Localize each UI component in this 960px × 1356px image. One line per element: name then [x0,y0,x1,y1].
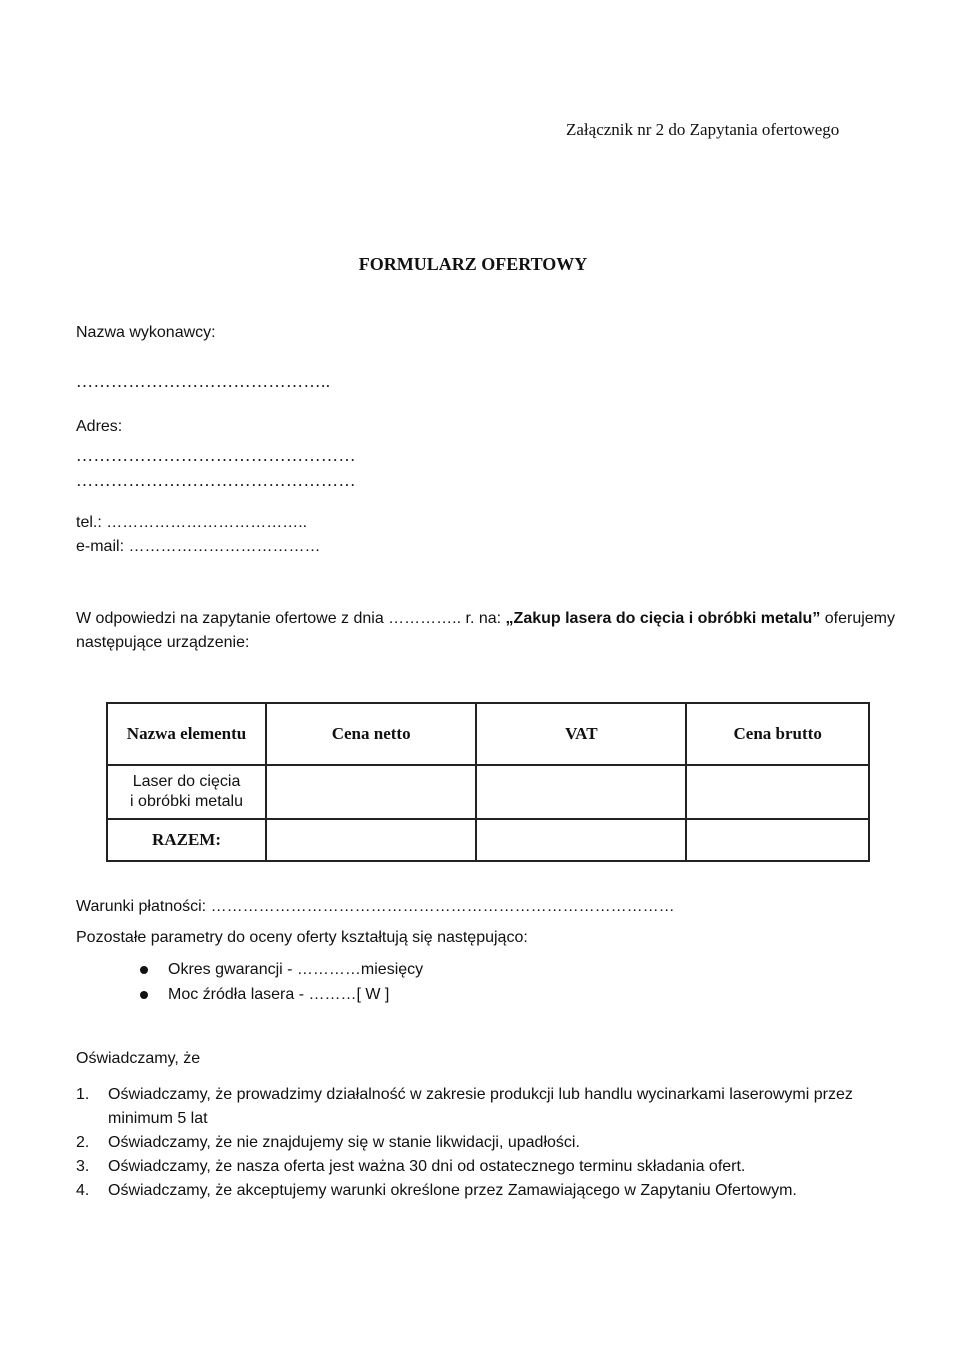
table-header-row [107,703,869,765]
declarations-heading: Oświadczamy, że [76,1050,201,1067]
list-item [140,983,423,1008]
params-intro: Pozostałe parametry do oceny oferty kształtują się następująco: [76,929,528,946]
item-number: 4. [76,1182,90,1199]
intro-text-before: W odpowiedzi na zapytanie ofertowe z dnia ………….. r. na: [76,610,506,627]
declaration-text: Oświadczamy, że akceptujemy warunki określone przez Zamawiającego w Zapytaniu Ofertowym. [108,1182,797,1199]
intro-paragraph [76,607,906,655]
total-label: RAZEM: [107,819,266,861]
total-gross-cell[interactable] [686,819,869,861]
item-number: 2. [76,1134,90,1151]
params-list [140,958,423,1008]
intro-text-after: oferujemy następujące urządzenie: [76,610,896,651]
offer-table [106,702,870,862]
header-element-name: Nazwa elementu [107,703,266,765]
net-price-cell[interactable] [266,765,476,819]
annex-note: Załącznik nr 2 do Zapytania ofertowego [566,120,840,139]
vat-cell[interactable] [476,765,686,819]
email-field[interactable]: e-mail: ……………………………… [76,538,321,555]
total-vat-cell[interactable] [476,819,686,861]
address-field-line-2[interactable]: ………………………………………… [76,471,356,490]
row-item-label-line-1: Laser do cięcia [132,773,241,790]
payment-terms-field[interactable]: Warunki płatności: …………………………………………………………………………… [76,898,675,915]
address-label: Adres: [76,418,123,435]
item-number: 1. [76,1086,90,1103]
list-item [140,958,423,983]
total-row [107,819,869,861]
list-item [76,1179,896,1203]
declaration-text: Oświadczamy, że nie znajdujemy się w stanie likwidacji, upadłości. [108,1134,580,1151]
row-item-label [107,765,266,819]
list-item [76,1083,896,1131]
bullet-icon [140,966,148,974]
header-gross-price: Cena brutto [686,703,869,765]
warranty-field[interactable]: Okres gwarancji - …………miesięcy [168,961,424,978]
contractor-name-label: Nazwa wykonawcy: [76,324,216,341]
phone-field[interactable]: tel.: ……………………………….. [76,514,308,531]
row-item-label-line-2: i obróbki metalu [130,793,243,810]
table-row [107,765,869,819]
declaration-text: Oświadczamy, że prowadzimy działalność w zakresie produkcji lub handlu wycinarkami laserowymi przez minimum 5 lat [108,1086,853,1127]
laser-power-field[interactable]: Moc źródła lasera - ………[ W ] [168,986,390,1003]
item-number: 3. [76,1158,90,1175]
list-item [76,1131,896,1155]
bullet-icon [140,991,148,999]
header-vat: VAT [476,703,686,765]
form-title: FORMULARZ OFERTOWY [358,254,588,274]
declaration-text: Oświadczamy, że nasza oferta jest ważna 30 dni od ostatecznego terminu składania ofert. [108,1158,746,1175]
header-net-price: Cena netto [266,703,476,765]
declarations-list [76,1083,896,1203]
gross-price-cell[interactable] [686,765,869,819]
subject-title: „Zakup lasera do cięcia i obróbki metalu” [505,610,821,627]
list-item [76,1155,896,1179]
total-net-cell[interactable] [266,819,476,861]
contractor-name-field[interactable]: …………………………………….. [76,372,331,391]
address-field-line-1[interactable]: ………………………………………… [76,446,356,465]
